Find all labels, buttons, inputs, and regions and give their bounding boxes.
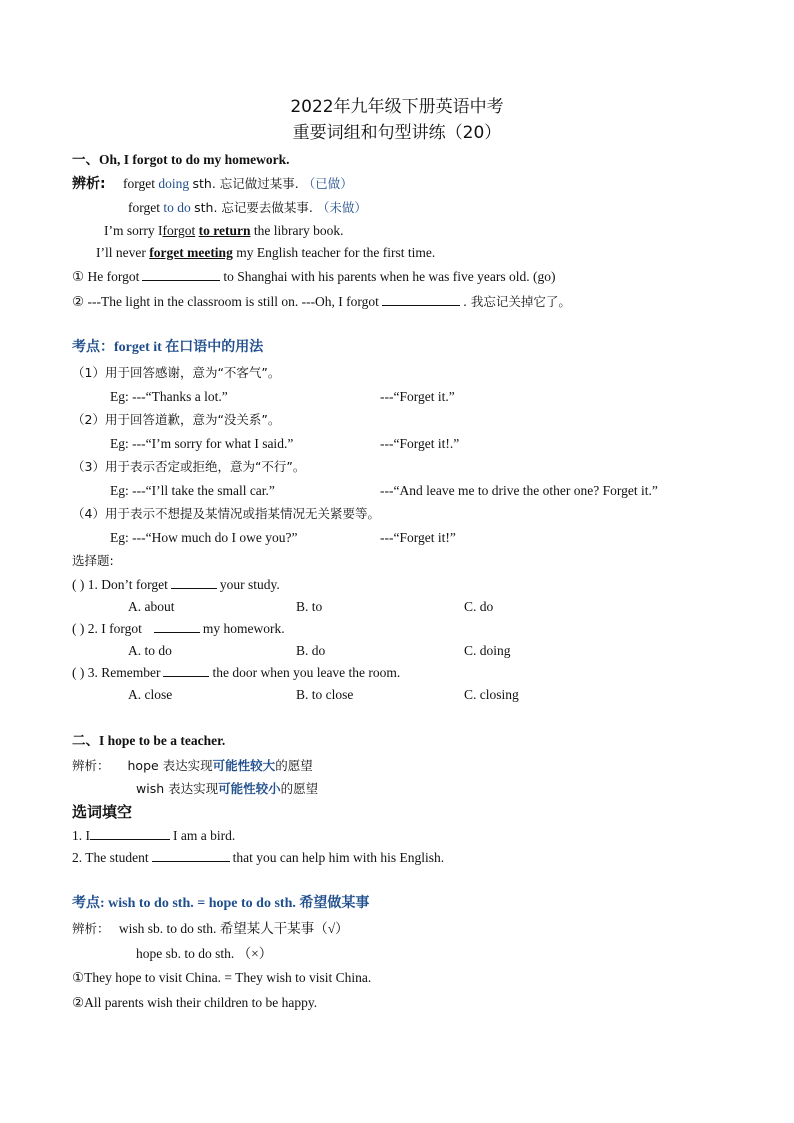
k2-analysis-row-2: hope sb. to do sth. （×）	[136, 946, 273, 961]
usage-4-example-a: Eg: ---“How much do I owe you?”	[110, 530, 298, 545]
exercise-1: ① He forgot to Shanghai with his parents when he was five years old. (go)	[72, 269, 556, 284]
choice-heading: 选择题:	[72, 553, 114, 568]
usage-3-example-b: ---“And leave me to drive the other one? Forget it.”	[380, 483, 658, 498]
choice-3-option-c[interactable]: C. closing	[464, 687, 519, 702]
keypoint-1-heading: 考点：forget it 在口语中的用法	[72, 340, 264, 355]
section-1-heading: 一、Oh, I forgot to do my homework.	[72, 152, 290, 167]
usage-2-example-b: ---“Forget it!.”	[380, 436, 460, 451]
answer-blank[interactable]	[154, 620, 200, 633]
usage-2-example-a: Eg: ---“I’m sorry for what I said.”	[110, 436, 294, 451]
analysis-row-2: forget to do sth. 忘记要去做某事. （未做）	[128, 200, 367, 215]
choice-1-option-c[interactable]: C. do	[464, 599, 494, 614]
page-subtitle: 重要词组和句型讲练（20）	[292, 123, 502, 143]
k2-example-2: ②All parents wish their children to be happy.	[72, 995, 318, 1010]
answer-blank[interactable]	[382, 293, 460, 306]
page-title: 2022年九年级下册英语中考	[290, 97, 504, 117]
usage-4-example-b: ---“Forget it!”	[380, 530, 456, 545]
analysis-label: 辨析:	[72, 176, 106, 192]
keypoint-2-heading: 考点: wish to do sth. = hope to do sth. 希望做某事	[72, 896, 370, 911]
choice-3-option-a[interactable]: A. close	[128, 687, 173, 702]
choice-2-option-c[interactable]: C. doing	[464, 643, 511, 658]
fill-heading: 选词填空	[72, 803, 133, 821]
choice-question-1: ( ) 1. Don’t forget your study.	[72, 577, 280, 592]
section-2-heading: 二、I hope to be a teacher.	[72, 733, 226, 748]
usage-1: （1）用于回答感谢，意为“不客气”。	[72, 365, 281, 380]
usage-3: （3）用于表示否定或拒绝，意为“不行”。	[72, 459, 306, 474]
choice-1-option-a[interactable]: A. about	[128, 599, 175, 614]
choice-question-3: ( ) 3. Remember the door when you leave the room.	[72, 665, 401, 680]
choice-question-2: ( ) 2. I forgot my homework.	[72, 621, 285, 636]
answer-blank[interactable]	[90, 827, 170, 840]
answer-blank[interactable]	[163, 664, 209, 677]
usage-4: （4）用于表示不想提及某情况或指某情况无关紧要等。	[72, 506, 380, 521]
k2-analysis-row-1: 辨析： wish sb. to do sth. 希望某人干某事（√）	[72, 921, 349, 936]
exercise-2: ② ---The light in the classroom is still on. ---Oh, I forgot . 我忘记关掉它了。	[72, 294, 571, 309]
usage-2: （2）用于回答道歉，意为“没关系”。	[72, 412, 281, 427]
example-sentence-1: I’m sorry Iforgot to return the library book.	[104, 223, 344, 238]
choice-2-option-a[interactable]: A. to do	[128, 643, 172, 658]
usage-3-example-a: Eg: ---“I’ll take the small car.”	[110, 483, 275, 498]
s2-analysis-row-1: 辨析： hope 表达实现可能性较大的愿望	[72, 758, 313, 773]
fill-question-2: 2. The student that you can help him with his English.	[72, 850, 445, 865]
usage-1-example-a: Eg: ---“Thanks a lot.”	[110, 389, 228, 404]
choice-3-option-b[interactable]: B. to close	[296, 687, 354, 702]
fill-question-1: 1. I I am a bird.	[72, 828, 236, 843]
answer-blank[interactable]	[152, 849, 230, 862]
k2-example-1: ①They hope to visit China. = They wish to visit China.	[72, 970, 372, 985]
choice-1-option-b[interactable]: B. to	[296, 599, 323, 614]
choice-2-option-b[interactable]: B. do	[296, 643, 326, 658]
s2-analysis-row-2: wish 表达实现可能性较小的愿望	[136, 781, 319, 796]
answer-blank[interactable]	[142, 268, 220, 281]
usage-1-example-b: ---“Forget it.”	[380, 389, 455, 404]
analysis-row-1: 辨析: forget doing sth. 忘记做过某事. （已做）	[72, 176, 353, 192]
answer-blank[interactable]	[171, 576, 217, 589]
example-sentence-2: I’ll never forget meeting my English teacher for the first time.	[96, 245, 436, 260]
